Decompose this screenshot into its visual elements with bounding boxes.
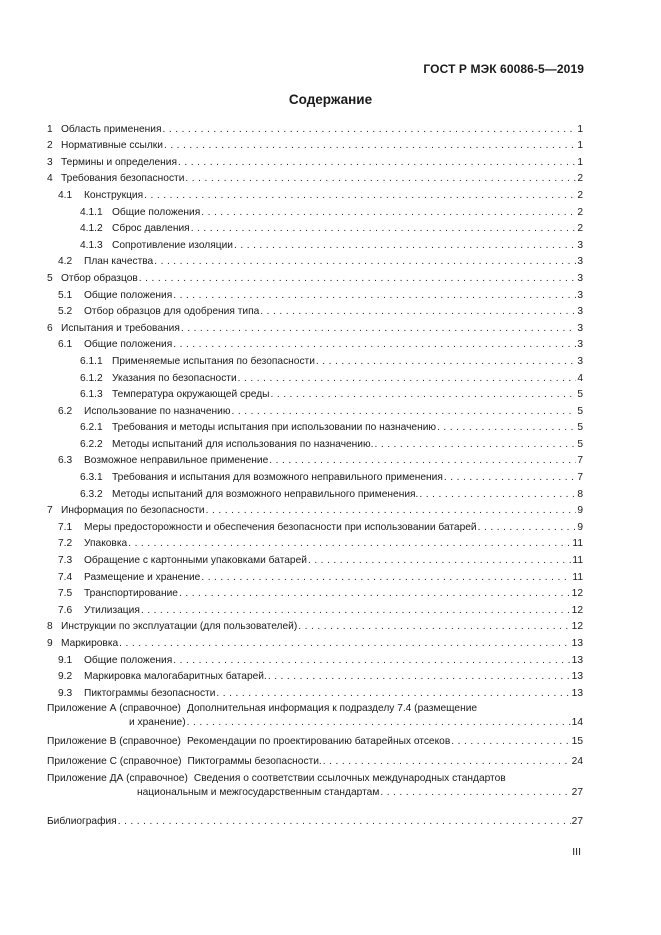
standard-code-header: ГОСТ Р МЭК 60086-5—2019 (423, 62, 584, 76)
appendix-title-line2: и хранение) (129, 716, 186, 728)
toc-entry-number: 5.1 (58, 289, 73, 301)
toc-appendix[interactable] (47, 751, 583, 768)
leader-dots (268, 670, 571, 683)
toc-entry-label: Отбор образцов для одобрения типа (84, 306, 260, 318)
appendix-title: Пиктограммы безопасности. (187, 755, 322, 767)
toc-entry-page: 1 (577, 156, 583, 168)
toc-entry-page: 2 (577, 223, 583, 235)
toc-appendix[interactable] (47, 732, 583, 749)
toc-entry-page: 1 (577, 140, 583, 152)
toc-appendices (47, 701, 583, 799)
leader-dots (185, 172, 576, 185)
leader-dots (179, 587, 571, 600)
toc-entry-label: Размещение и хранение (84, 571, 201, 583)
toc-entry-number: 6.1.1 (80, 355, 103, 367)
appendix-page: 24 (571, 755, 583, 767)
toc-entry-number: 6.3.2 (80, 488, 103, 500)
toc-entry-label: Транспортирование (84, 588, 178, 600)
leader-dots (380, 786, 570, 799)
leader-dots (298, 620, 570, 633)
toc-entry-number: 4.2 (58, 256, 73, 268)
toc-entry-label: Термины и определения (61, 156, 177, 168)
leader-dots (128, 537, 571, 550)
toc-entry-number: 6.2.2 (80, 438, 103, 450)
toc-entry[interactable] (47, 667, 583, 684)
toc-entry[interactable] (47, 617, 583, 634)
toc-entry-label: Библиография (47, 815, 117, 827)
toc-entry-number: 7.6 (58, 604, 73, 616)
toc-entry-label: Температура окружающей среды (112, 389, 270, 401)
toc-entry[interactable] (47, 202, 583, 219)
leader-dots (234, 239, 576, 252)
toc-entry-page: 3 (577, 256, 583, 268)
toc-entry-page: 3 (577, 322, 583, 334)
toc-entry-page: 9 (577, 505, 583, 517)
toc-entry-label: Упаковка (84, 538, 128, 550)
toc-entry-number: 6.2.1 (80, 422, 103, 434)
toc-entry-number: 4 (47, 173, 53, 185)
leader-dots (139, 272, 577, 285)
page-title: Содержание (288, 92, 373, 107)
toc-entry-label: Требования и методы испытания при использовании по назначению (112, 422, 437, 434)
toc-entry[interactable] (47, 136, 583, 153)
leader-dots (144, 189, 576, 202)
appendix-title-line2: национальным и межгосударственным стандартам (137, 786, 380, 798)
leader-dots (216, 687, 570, 700)
leader-dots (260, 305, 576, 318)
appendix-title-line1: Дополнительная информация к подразделу 7.4 (размещение (186, 702, 478, 714)
toc-entry-number: 4.1 (58, 189, 73, 201)
leader-dots (178, 156, 576, 169)
leader-dots (374, 438, 576, 451)
toc-entry-page: 3 (577, 306, 583, 318)
toc-entry-label: Методы испытаний для использования по назначению. (112, 438, 374, 450)
appendix-page: 14 (571, 716, 583, 728)
toc-entry-page: 3 (577, 339, 583, 351)
toc-entry[interactable] (47, 219, 583, 236)
toc-entry-number: 5.2 (58, 306, 73, 318)
leader-dots (173, 654, 570, 667)
toc-entry-label: Общие положения (84, 289, 173, 301)
toc-entry-page: 3 (577, 355, 583, 367)
toc-entry-label: Меры предосторожности и обеспечения безопасности при использовании батарей (84, 521, 477, 533)
toc-entry-label: Общие положения (84, 339, 173, 351)
toc-appendix[interactable] (47, 701, 583, 729)
toc-entry-page: 4 (577, 372, 583, 384)
leader-dots (118, 815, 571, 828)
toc-entry-page: 3 (577, 272, 583, 284)
leader-dots (191, 222, 577, 235)
appendix-title: Рекомендации по проектированию батарейных отсеков (186, 736, 451, 748)
toc-entry-number: 9 (47, 638, 53, 649)
toc-entry[interactable] (47, 368, 583, 385)
leader-dots (181, 322, 576, 335)
toc-entry-page: 13 (571, 654, 583, 666)
toc-entry-number: 7.4 (58, 571, 73, 583)
leader-dots (187, 716, 571, 729)
toc-entry-label: Требования и испытания для возможного неправильного применения (112, 472, 443, 484)
toc-entry-label: Маркировка малогабаритных батарей. (84, 671, 267, 683)
toc-entry-page: 2 (577, 173, 583, 185)
toc-entry[interactable] (47, 434, 583, 451)
toc-entry-number: 7.2 (58, 538, 73, 550)
toc-entry[interactable] (47, 401, 583, 418)
leader-dots (238, 372, 577, 385)
toc-appendix[interactable] (47, 771, 583, 799)
appendix-title-line1: Сведения о соответствии ссылочных международных стандартов (193, 772, 506, 784)
toc-entry-label: Требования безопасности (61, 173, 185, 185)
toc-entry-number: 6.1.2 (80, 372, 103, 384)
leader-dots (119, 637, 570, 650)
toc-entry[interactable] (47, 385, 583, 402)
toc-entry[interactable] (47, 185, 583, 202)
appendix-prefix: Приложение ДА (справочное) (47, 772, 188, 784)
toc-entry-label: План качества (84, 256, 154, 268)
appendix-prefix: Приложение А (справочное) (47, 702, 181, 714)
toc-entry[interactable] (47, 683, 583, 700)
toc-entry[interactable] (47, 534, 583, 551)
toc-entry[interactable] (47, 501, 583, 518)
toc-entry-label: Общие положения (112, 206, 201, 218)
toc-entry-page: 11 (572, 555, 583, 567)
leader-dots (308, 554, 571, 567)
toc-entry-label: Нормативные ссылки (61, 140, 163, 152)
toc-entry-label: Маркировка (61, 638, 119, 649)
toc-entry[interactable] (47, 268, 583, 285)
toc-entry[interactable] (47, 285, 583, 302)
leader-dots (316, 355, 576, 368)
leader-dots (437, 421, 576, 434)
toc-entry-number: 7.1 (58, 521, 73, 533)
toc-entry-label: Отбор образцов (61, 272, 138, 284)
toc-entry-number: 7 (47, 505, 53, 517)
toc-entry-number: 8 (47, 621, 53, 633)
toc-entry-page: 12 (571, 621, 583, 633)
toc-entry-page: 3 (577, 239, 583, 251)
toc-entry-number: 7.3 (58, 555, 73, 567)
toc-entry-number: 6.2 (58, 405, 73, 417)
toc-entry[interactable] (47, 467, 583, 484)
leader-dots (201, 206, 576, 219)
toc-entry-number: 1 (47, 123, 53, 135)
toc-entry[interactable] (47, 567, 583, 584)
toc-entry-page: 2 (577, 189, 583, 201)
leader-dots (164, 139, 576, 152)
toc-entries (47, 119, 583, 700)
leader-dots (478, 521, 577, 534)
toc-entry[interactable] (47, 252, 583, 269)
toc-entry-page: 9 (577, 521, 583, 533)
appendix-prefix: Приложение В (справочное) (47, 736, 181, 748)
toc-entry-page: 7 (577, 472, 583, 484)
toc-entry-number: 6.1 (58, 339, 73, 351)
leader-dots (231, 405, 576, 418)
toc-entry-label: Методы испытаний для возможного неправильного применения. (112, 488, 419, 500)
toc-entry[interactable] (47, 600, 583, 617)
leader-dots (444, 471, 576, 484)
toc-entry[interactable] (47, 517, 583, 534)
appendix-prefix: Приложение С (справочное) (47, 755, 182, 767)
toc-entry-number: 9.2 (58, 671, 73, 683)
toc-entry-page: 11 (572, 538, 583, 550)
leader-dots (141, 604, 571, 617)
toc-entry-number: 5 (47, 272, 53, 284)
toc-entry-label: Обращение с картонными упаковками батарей (84, 555, 307, 567)
toc-entry-page: 2 (577, 206, 583, 218)
toc-entry-page: 12 (571, 588, 583, 600)
leader-dots (154, 255, 576, 268)
page-number: III (572, 846, 581, 858)
toc-entry-number: 6.1.3 (80, 389, 103, 401)
appendix-page: 27 (571, 786, 583, 798)
toc-entry-page: 11 (572, 571, 583, 583)
toc-entry-number: 4.1.2 (80, 223, 103, 235)
toc-entry-number: 6 (47, 322, 53, 334)
toc-entry-number: 6.3 (58, 455, 73, 467)
toc-entry-label: Инструкции по эксплуатации (для пользователей) (61, 621, 298, 633)
toc-entry[interactable] (47, 650, 583, 667)
toc-entry[interactable] (47, 119, 583, 136)
toc-entry-page: 5 (577, 405, 583, 417)
toc-entry-label: Информация по безопасности (61, 505, 205, 517)
toc-entry[interactable] (47, 351, 583, 368)
leader-dots (201, 571, 571, 584)
toc-entry[interactable] (47, 484, 583, 501)
toc-entry-page: 8 (577, 488, 583, 500)
toc-entry-page: 12 (571, 604, 583, 616)
toc-entry-bibliography[interactable] (47, 811, 583, 828)
toc-entry[interactable] (47, 584, 583, 601)
toc-entry-page: 7 (577, 455, 583, 467)
toc-entry-label: Указания по безопасности (112, 372, 237, 384)
toc-entry-label: Сопротивление изоляции (112, 239, 233, 251)
leader-dots (451, 735, 570, 748)
toc-entry-number: 4.1.3 (80, 239, 103, 251)
toc-entry-page: 13 (571, 638, 583, 649)
toc-entry[interactable] (47, 451, 583, 468)
toc-entry-page: 27 (571, 815, 583, 827)
toc-entry[interactable] (47, 335, 583, 352)
toc-entry-page: 1 (577, 123, 583, 135)
toc-entry-label: Общие положения (84, 654, 173, 666)
toc-entry-label: Конструкция (84, 189, 144, 201)
toc-entry-number: 9.1 (58, 654, 73, 666)
toc-entry-number: 7.5 (58, 588, 73, 600)
toc-entry-label: Сброс давления (112, 223, 190, 235)
toc-entry-number: 6.3.1 (80, 472, 103, 484)
toc-entry-label: Пиктограммы безопасности (84, 687, 216, 699)
toc-entry-page: 5 (577, 422, 583, 434)
toc-entry-label: Применяемые испытания по безопасности (112, 355, 315, 367)
toc-entry-label: Испытания и требования (61, 322, 180, 334)
toc-entry-page: 13 (571, 687, 583, 699)
toc-entry-number: 9.3 (58, 687, 73, 699)
leader-dots (269, 454, 576, 467)
toc-entry[interactable] (47, 235, 583, 252)
leader-dots (173, 289, 576, 302)
toc-entry-label: Использование по назначению (84, 405, 231, 417)
leader-dots (270, 388, 576, 401)
toc-entry-page: 3 (577, 289, 583, 301)
leader-dots (206, 504, 577, 517)
leader-dots (162, 123, 576, 136)
toc-entry-page: 5 (577, 389, 583, 401)
toc-entry[interactable] (47, 302, 583, 319)
toc-entry-number: 4.1.1 (80, 206, 103, 218)
appendix-page: 15 (571, 736, 583, 748)
toc-entry-label: Возможное неправильное применение (84, 455, 269, 467)
toc-entry[interactable] (47, 169, 583, 186)
leader-dots (419, 488, 576, 501)
leader-dots (173, 338, 576, 351)
toc-entry-number: 3 (47, 156, 53, 168)
toc-entry-label: Утилизация (84, 604, 140, 616)
toc-entry[interactable] (47, 550, 583, 567)
leader-dots (323, 755, 571, 768)
toc-entry[interactable] (47, 418, 583, 435)
toc-entry[interactable] (47, 633, 583, 650)
toc-entry-page: 13 (571, 671, 583, 683)
toc-entry-number: 2 (47, 140, 53, 152)
toc-entry-page: 5 (577, 438, 583, 450)
table-of-contents (47, 119, 583, 828)
toc-entry[interactable] (47, 318, 583, 335)
toc-entry-label: Область применения (61, 123, 162, 135)
toc-entry[interactable] (47, 152, 583, 169)
